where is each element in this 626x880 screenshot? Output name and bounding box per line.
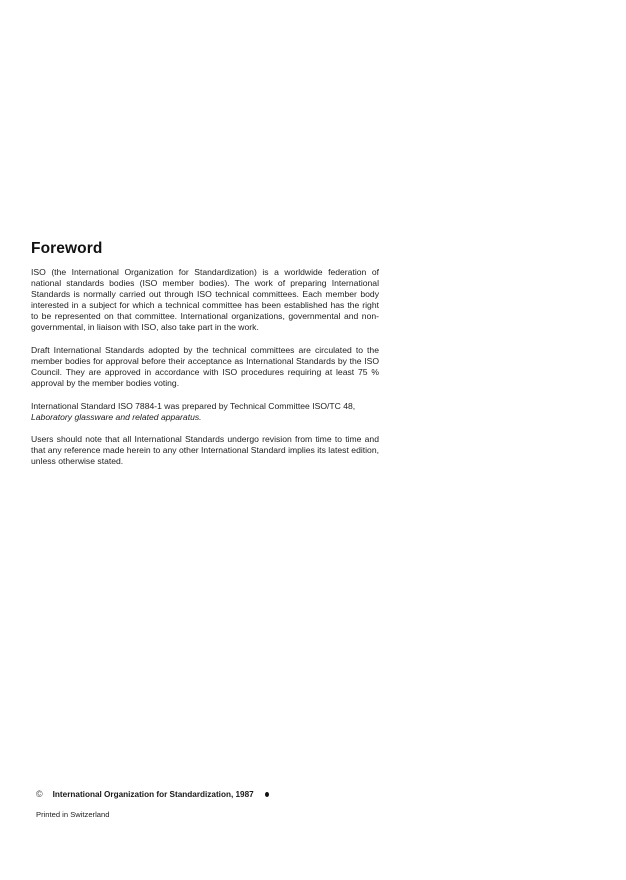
prepared-by-text: International Standard ISO 7884-1 was prepared by Technical Committee ISO/TC 48, <box>31 401 356 411</box>
committee-title: Laboratory glassware and related apparatus. <box>31 412 202 422</box>
printed-in-label: Printed in Switzerland <box>36 810 110 819</box>
copyright-line <box>36 789 269 799</box>
copyright-text: International Organization for Standardization, 1987 <box>52 789 254 799</box>
paragraph-draft-standards: Draft International Standards adopted by the technical committees are circulated to the member bodies for approval before their acceptance as International Standards by the ISO Council. They are approved in accordance with ISO procedures requiring at least 75 % approval by the member bodies voting. <box>31 345 379 388</box>
paragraph-prepared-by <box>31 401 379 423</box>
paragraph-revision-note: Users should note that all International Standards undergo revision from time to time and that any reference made herein to any other International Standard implies its latest edition, unless otherwise stated. <box>31 434 379 466</box>
paragraph-iso-intro: ISO (the International Organization for Standardization) is a worldwide federation of national standards bodies (ISO member bodies). The work of preparing International Standards is normally carried out through ISO technical committees. Each member body interested in a subject for which a technical committee has been established has the right to be represented on that committee. International organizations, governmental and non-governmental, in liaison with ISO, also take part in the work. <box>31 267 379 332</box>
page-title: Foreword <box>31 240 103 257</box>
foreword-section <box>31 240 379 478</box>
bullet-icon <box>265 792 269 797</box>
copyright-icon: © <box>36 789 43 799</box>
